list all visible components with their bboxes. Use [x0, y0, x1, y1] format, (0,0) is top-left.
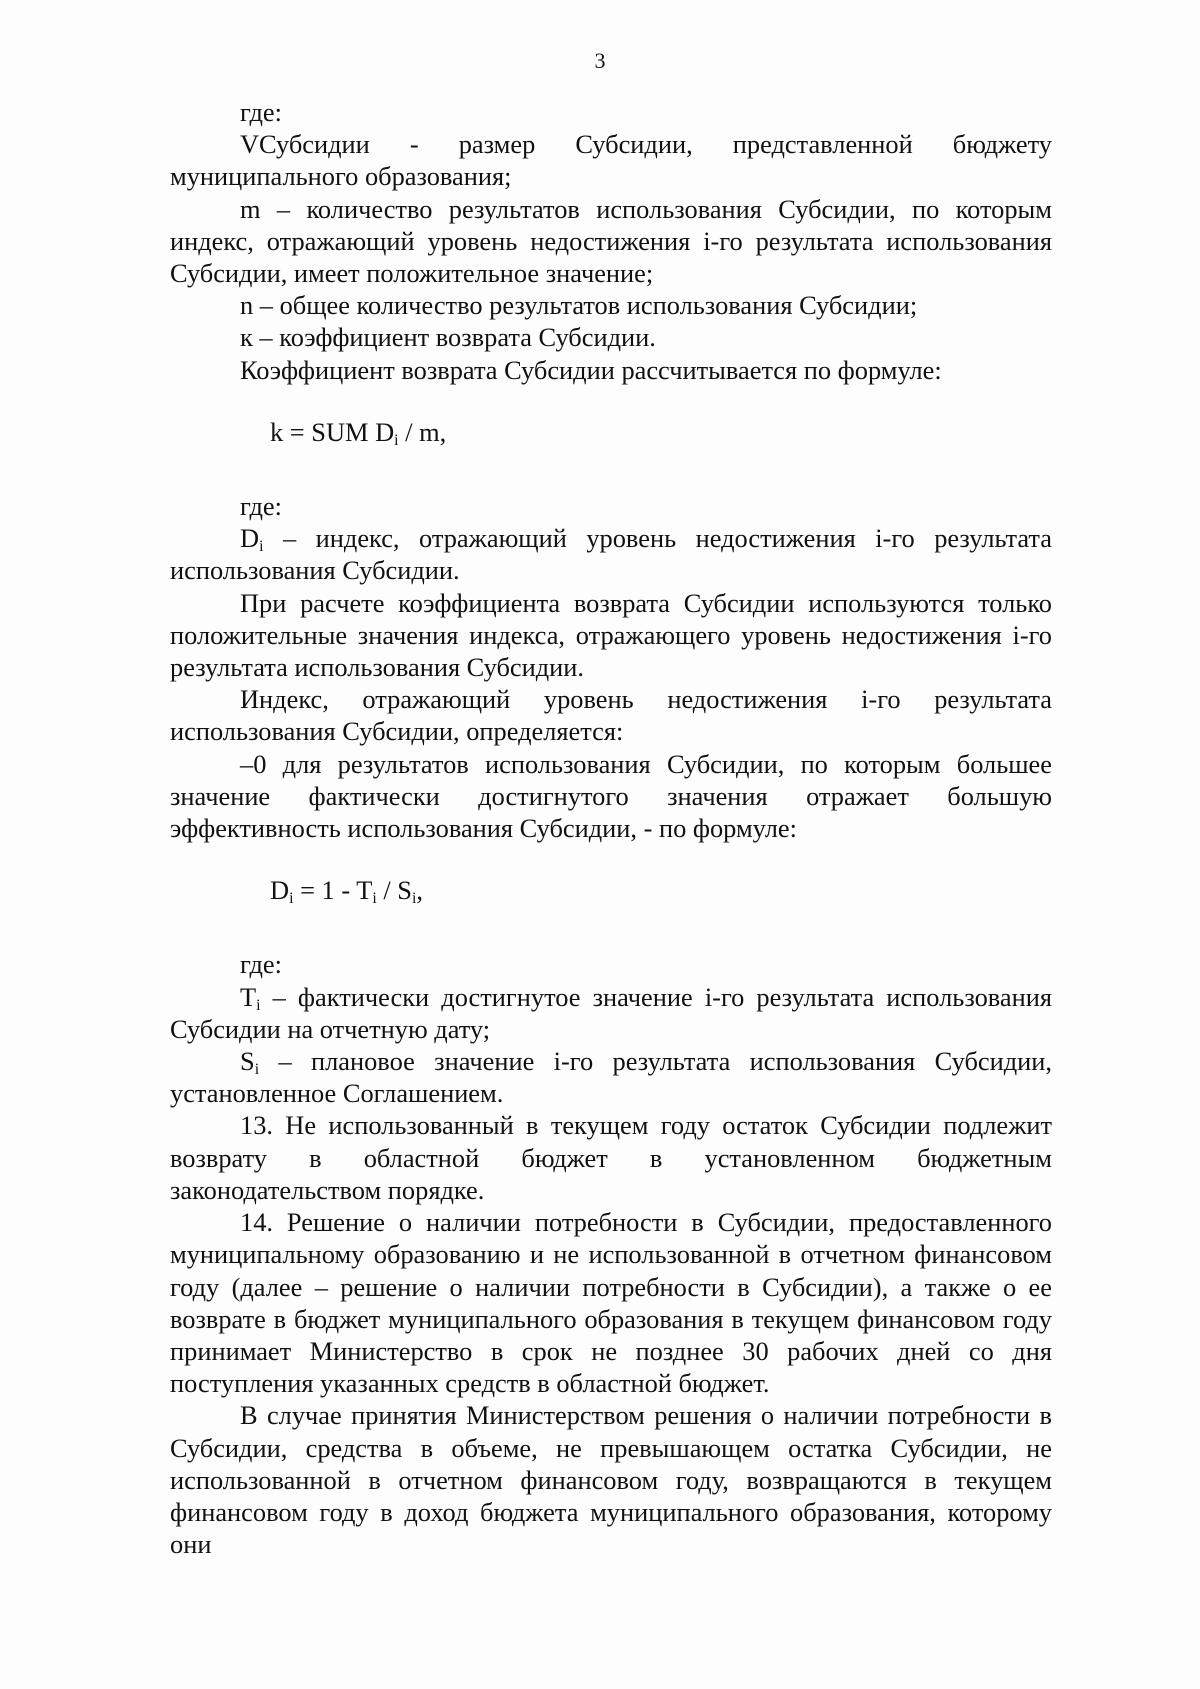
paragraph-item-13: 13. Не использованный в текущем году остаток Субсидии подлежит возврату в областной бюджет в установленном бюджетным законодательством порядке.: [170, 1110, 1052, 1205]
paragraph-where-1: где:: [240, 97, 282, 127]
paragraph-t-definition: $T_i$ – фактически достигнутое значение i-го результата использования Субсидии на отчетную дату;: [170, 981, 1052, 1044]
paragraph-v-subsidy: VСубсидии - размер Субсидии, представленной бюджету муниципального образования;: [170, 129, 1052, 192]
paragraph-positive-values: При расчете коэффициента возврата Субсидии используются только положительные значения индекса, отражающего уровень недостижения i-го результата использования Субсидии.: [170, 587, 1052, 683]
paragraph-index-determined: Индекс, отражающий уровень недостижения i-го результата использования Субсидии, определяется:: [170, 684, 1052, 747]
paragraph-m-definition: m – количество результатов использования Субсидии, по которым индекс, отражающий уровень недостижения i-го результата использования Субсидии, имеет положительное значение;: [170, 193, 1052, 289]
paragraph-d-definition: $D_i$ – индекс, отражающий уровень недостижения i-го результата использования Субсидии.: [170, 523, 1052, 586]
paragraph-return-case: В случае принятия Министерством решения о наличии потребности в Субсидии, средства в объеме, не превышающем остатка Субсидии, не использованной в отчетном финансовом году, возвращаются в текущем финансовом году в доход бюджета муниципального образования, которому они: [170, 1400, 1052, 1560]
paragraph-n-definition: n – общее количество результатов использования Субсидии;: [240, 290, 918, 321]
formula-k: k = SUM $D_i$ / m,: [270, 416, 447, 449]
paragraph-where-3: где:: [240, 949, 282, 980]
page-number: 3: [594, 48, 606, 73]
paragraph-item-14: 14. Решение о наличии потребности в Субсидии, предоставленного муниципальному образованию и не использованной в отчетном финансовом году (далее – решение о наличии потребности в Субсидии), а также о ее возврате в бюджет муниципального образования в текущем финансовом году принимает Министерство в срок не позднее 30 рабочих дней со дня поступления указанных средств в областной бюджет.: [170, 1207, 1052, 1399]
paragraph-zero-results: –0 для результатов использования Субсидии, по которым большее значение фактически достигнутого значения отражает большую эффективность использования Субсидии, - по формуле:: [170, 748, 1052, 844]
formula-d: $D_i = 1 - T_i / S_i$,: [270, 875, 424, 908]
paragraph-where-2: где:: [240, 491, 282, 522]
document-body: [170, 96, 1052, 1560]
paragraph-k-definition: к – коэффициент возврата Субсидии.: [240, 322, 656, 353]
paragraph-k-formula-intro: Коэффициент возврата Субсидии рассчитывается по формуле:: [240, 354, 942, 385]
paragraph-s-definition: $S_i$ – плановое значение i-го результата использования Субсидии, установленное Соглашением.: [170, 1046, 1052, 1109]
